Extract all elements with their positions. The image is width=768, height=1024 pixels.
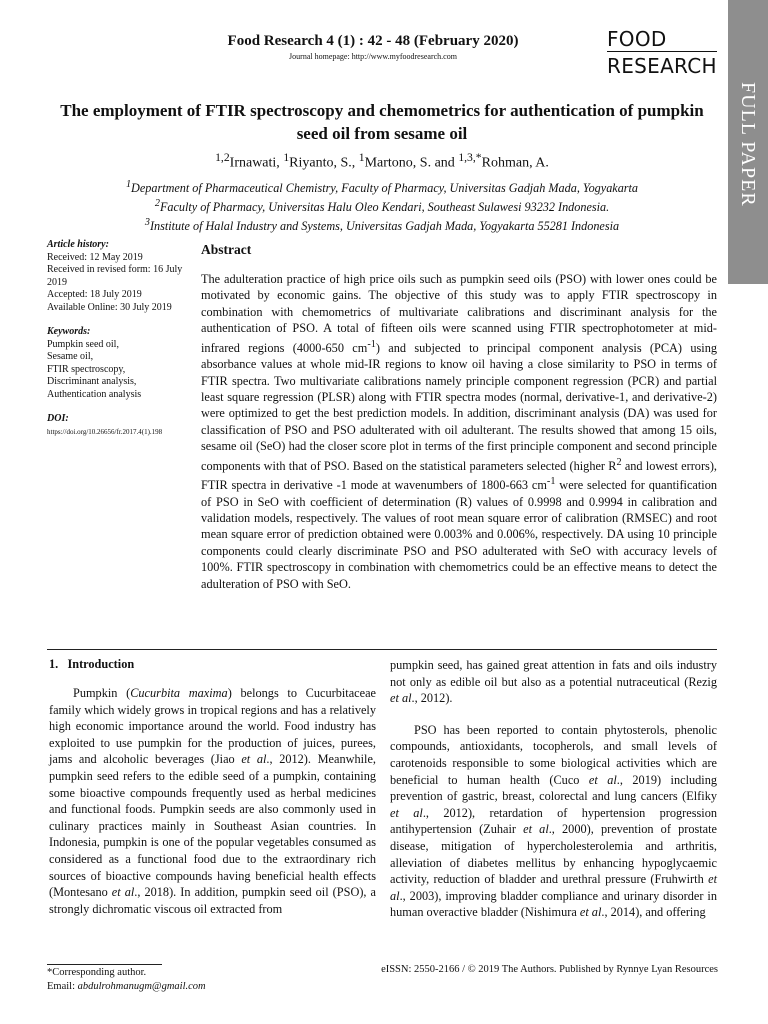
doi-label: DOI: (47, 413, 69, 424)
abstract-heading: Abstract (201, 242, 252, 257)
et-al: et al (390, 872, 717, 903)
affiliation-sup: 3 (144, 217, 150, 229)
introduction-heading: 1. Introduction (49, 657, 135, 671)
affiliation-line (40, 177, 724, 196)
logo-word-research: RESEARCH (607, 54, 717, 78)
keyword-item: Sesame oil, (47, 351, 94, 362)
email-line (47, 980, 347, 994)
body-paragraph (49, 685, 376, 917)
body-text: ., 2019) including prevention of gastric, breast, colorectal and lung cancers (Elfiky (390, 772, 717, 804)
issn-footer: eISSN: 2550-2166 / © 2019 The Authors. Published by Rynnye Lyan Resources (381, 964, 718, 975)
et-al: et al (390, 805, 423, 820)
body-text: PSO has been reported to contain phytosterols, phenolic compounds, antioxidants, tocopherols, and small levels of carotenoids responsible to some biological activities which are beneficial to human health (Cuco (390, 722, 717, 787)
body-text: ., 2018). In addition, pumpkin seed oil (PSO), a strongly dichromatic viscous oil extracted from (49, 885, 376, 916)
journal-homepage[interactable]: Journal homepage: http://www.myfoodresearch.com (289, 52, 457, 61)
paper-title: The employment of FTIR spectroscopy and chemometrics for authentication of pumpkin seed oil from sesame oil (60, 101, 704, 143)
author-sup: 1 (358, 151, 365, 164)
abstract-text: were selected for quantification of PSO in SeO with coefficient of determination (R) values of 0.9998 and 0.9994 in calibration and validation models, respectively. The values of root mean square error of calibration (RMSEC) and root mean square error of prediction obtained were 0.003% and 0.006%, respectively. DA using 10 principle components could clearly discriminate PSO and PSO adulterated with SeO with accuracy levels of 100%. FTIR spectroscopy in combination with chemometrics could be an effective means to detect the adulteration of PSO with SeO. (201, 478, 718, 591)
article-info (47, 239, 195, 450)
author-name: Martono, S. and (364, 155, 459, 171)
history-item: Received: 12 May 2019 (47, 251, 143, 263)
affiliation-line (40, 196, 724, 215)
et-al: et al (111, 885, 135, 900)
body-text: pumpkin seed, has gained great attention in fats and oils industry not only as edible oil but also as a potential nutraceutical (Rezig (390, 658, 717, 689)
author-sup: 1 (283, 151, 290, 164)
body-text: Pumpkin ( (73, 686, 131, 700)
body-column-left (49, 685, 376, 917)
body-paragraph (390, 722, 717, 921)
body-text: ., 2003), improving bladder compliance and urinary disorder in human overactive bladder (Nishimura (390, 888, 717, 920)
abstract-text: The adulteration practice of high price oils such as pumpkin seed oils (PSO) with lower ones could be motivated by economic gains. The objective of this study was to apply FTIR spectroscopy in combination with chemometrics of multivariate calibrations and discriminant analysis for the authentication of PSO. A total of fifteen oils were scanned using FTIR spectrophotometer at mid-infrared regions (4000-650 cm (201, 272, 717, 355)
history-item: Accepted: 18 July 2019 (47, 289, 142, 300)
body-column-right (390, 657, 717, 921)
et-al: et al (579, 905, 602, 920)
et-al: et al (523, 822, 549, 837)
affiliations (40, 177, 724, 234)
affiliation-sup: 2 (154, 198, 160, 210)
abstract-text: and lowest errors), FTIR spectra in derivative -1 mode at wavenumbers of 1800-663 cm (201, 458, 717, 493)
affiliation-sup: 1 (125, 179, 132, 190)
affiliation-text: Department of Pharmaceutical Chemistry, Faculty of Pharmacy, Universitas Gadjah Mada, Yogyakarta (131, 181, 639, 196)
abstract-sup: 2 (616, 456, 622, 468)
scientific-name: Cucurbita maxima (130, 686, 228, 700)
keyword-item: FTIR spectroscopy, (47, 363, 126, 375)
logo-divider (607, 51, 717, 52)
abstract-sup: -1 (546, 476, 556, 488)
history-item: Available Online: 30 July 2019 (47, 301, 172, 313)
body-text: ., 2014), and offering (601, 905, 706, 920)
abstract-body (201, 271, 717, 592)
abstract-text: ) and subjected to principal component analysis (PCA) using absorbance values at whole mid-IR regions to know oil having a close similarity to PSO in terms of FTIR spectra. Two multivariate calibrations namely principle component regression (PCR) and partial least square regression (PLSR) along with FTIR spectra modes (normal, derivative-1, and derivative-2) were optimized to get the best prediction models. In addition, discriminant analysis (DA) was used for classification of PSO and PSO adulterated with oil adulterant. The results showed that among 15 oils, sesame oil (SeO) had the closer score plot in terms of the first principle component and second principle components with that of PSO. Based on the statistical parameters selected (higher R (201, 340, 717, 473)
keyword-item: Pumpkin seed oil, (47, 338, 119, 350)
author-name: Irnawati, (229, 155, 284, 171)
email-label: Email: (47, 980, 78, 992)
body-paragraph (390, 657, 717, 707)
affiliation-line (40, 215, 724, 234)
abstract-sup: -1 (367, 338, 376, 350)
et-al: et al (241, 752, 267, 767)
author-list (60, 149, 704, 173)
section-divider (47, 649, 717, 650)
journal-citation: Food Research 4 (1) : 42 - 48 (February 2020) (227, 33, 519, 49)
et-al: et al (390, 691, 412, 706)
keyword-item: Discriminant analysis, (47, 376, 137, 387)
full-paper-tab (728, 0, 768, 284)
doi-block (47, 413, 195, 438)
doi-link[interactable]: https://doi.org/10.26656/fr.2017.4(1).198 (47, 427, 163, 436)
et-al: et al (588, 772, 617, 787)
email-address[interactable]: abdulrohmanugm@gmail.com (77, 980, 206, 992)
author-name: Riyanto, S., (289, 155, 359, 171)
corresponding-author-footnote (47, 966, 347, 993)
body-text: ., 2012). Meanwhile, pumpkin seed refers to the edible seed of a pumpkin, containing some bioactive compounds frequently used as herbal medicines and functional foods. Pumpkin seeds are also commonly used in culinary practices mainly in Southeast Asian countries. In Indonesia, pumpkin is one of the popular vegetables consumed as considered as a functional food due to the extraordinary rich sources of bioactive compounds having beneficial health effects (Montesano (49, 752, 377, 900)
author-sup: 1,3,* (458, 151, 482, 164)
journal-logo (607, 27, 722, 79)
body-text: ., 2012). (411, 691, 453, 706)
body-text: ., 2012), retardation of hypertension progression antihypertension (Zuhair (390, 805, 718, 837)
body-text: ) belongs to Cucurbitaceae family which widely grows in tropical regions and has a relatively high economic importance around the world. Food industry has exploited to use pumpkin for the production of juices, purees, jams and alcoholic beverages (Jiao (49, 686, 376, 767)
logo-word-food: FOOD (607, 27, 667, 51)
history-label: Article history: (47, 239, 109, 250)
footnote-divider (47, 964, 162, 965)
author-name: Rohman, A. (481, 155, 549, 171)
author-sup: 1,2 (215, 151, 230, 164)
affiliation-text: Institute of Halal Industry and Systems, Universitas Gadjah Mada, Yogyakarta 55281 Indonesia (149, 219, 620, 234)
affiliation-text: Faculty of Pharmacy, Universitas Halu Oleo Kendari, Southeast Sulawesi 93232 Indonesia. (159, 200, 610, 215)
body-text: ., 2000), prevention of prostate disease, mitigation of hypercholesterolemia and arthritis, alleviation of diabetes mellitus by enhancing hypoglycaemic activity, reduction of bladder and urethral pressure (Fruhwirth (390, 822, 718, 887)
keywords-label: Keywords: (47, 326, 91, 337)
corresponding-label: *Corresponding author. (47, 967, 147, 978)
side-tab-label: FULL PAPER (737, 82, 759, 207)
keyword-item: Authentication analysis (47, 388, 142, 400)
history-item: Received in revised form: 16 July 2019 (47, 264, 183, 288)
keywords (47, 326, 195, 401)
article-history (47, 239, 195, 314)
